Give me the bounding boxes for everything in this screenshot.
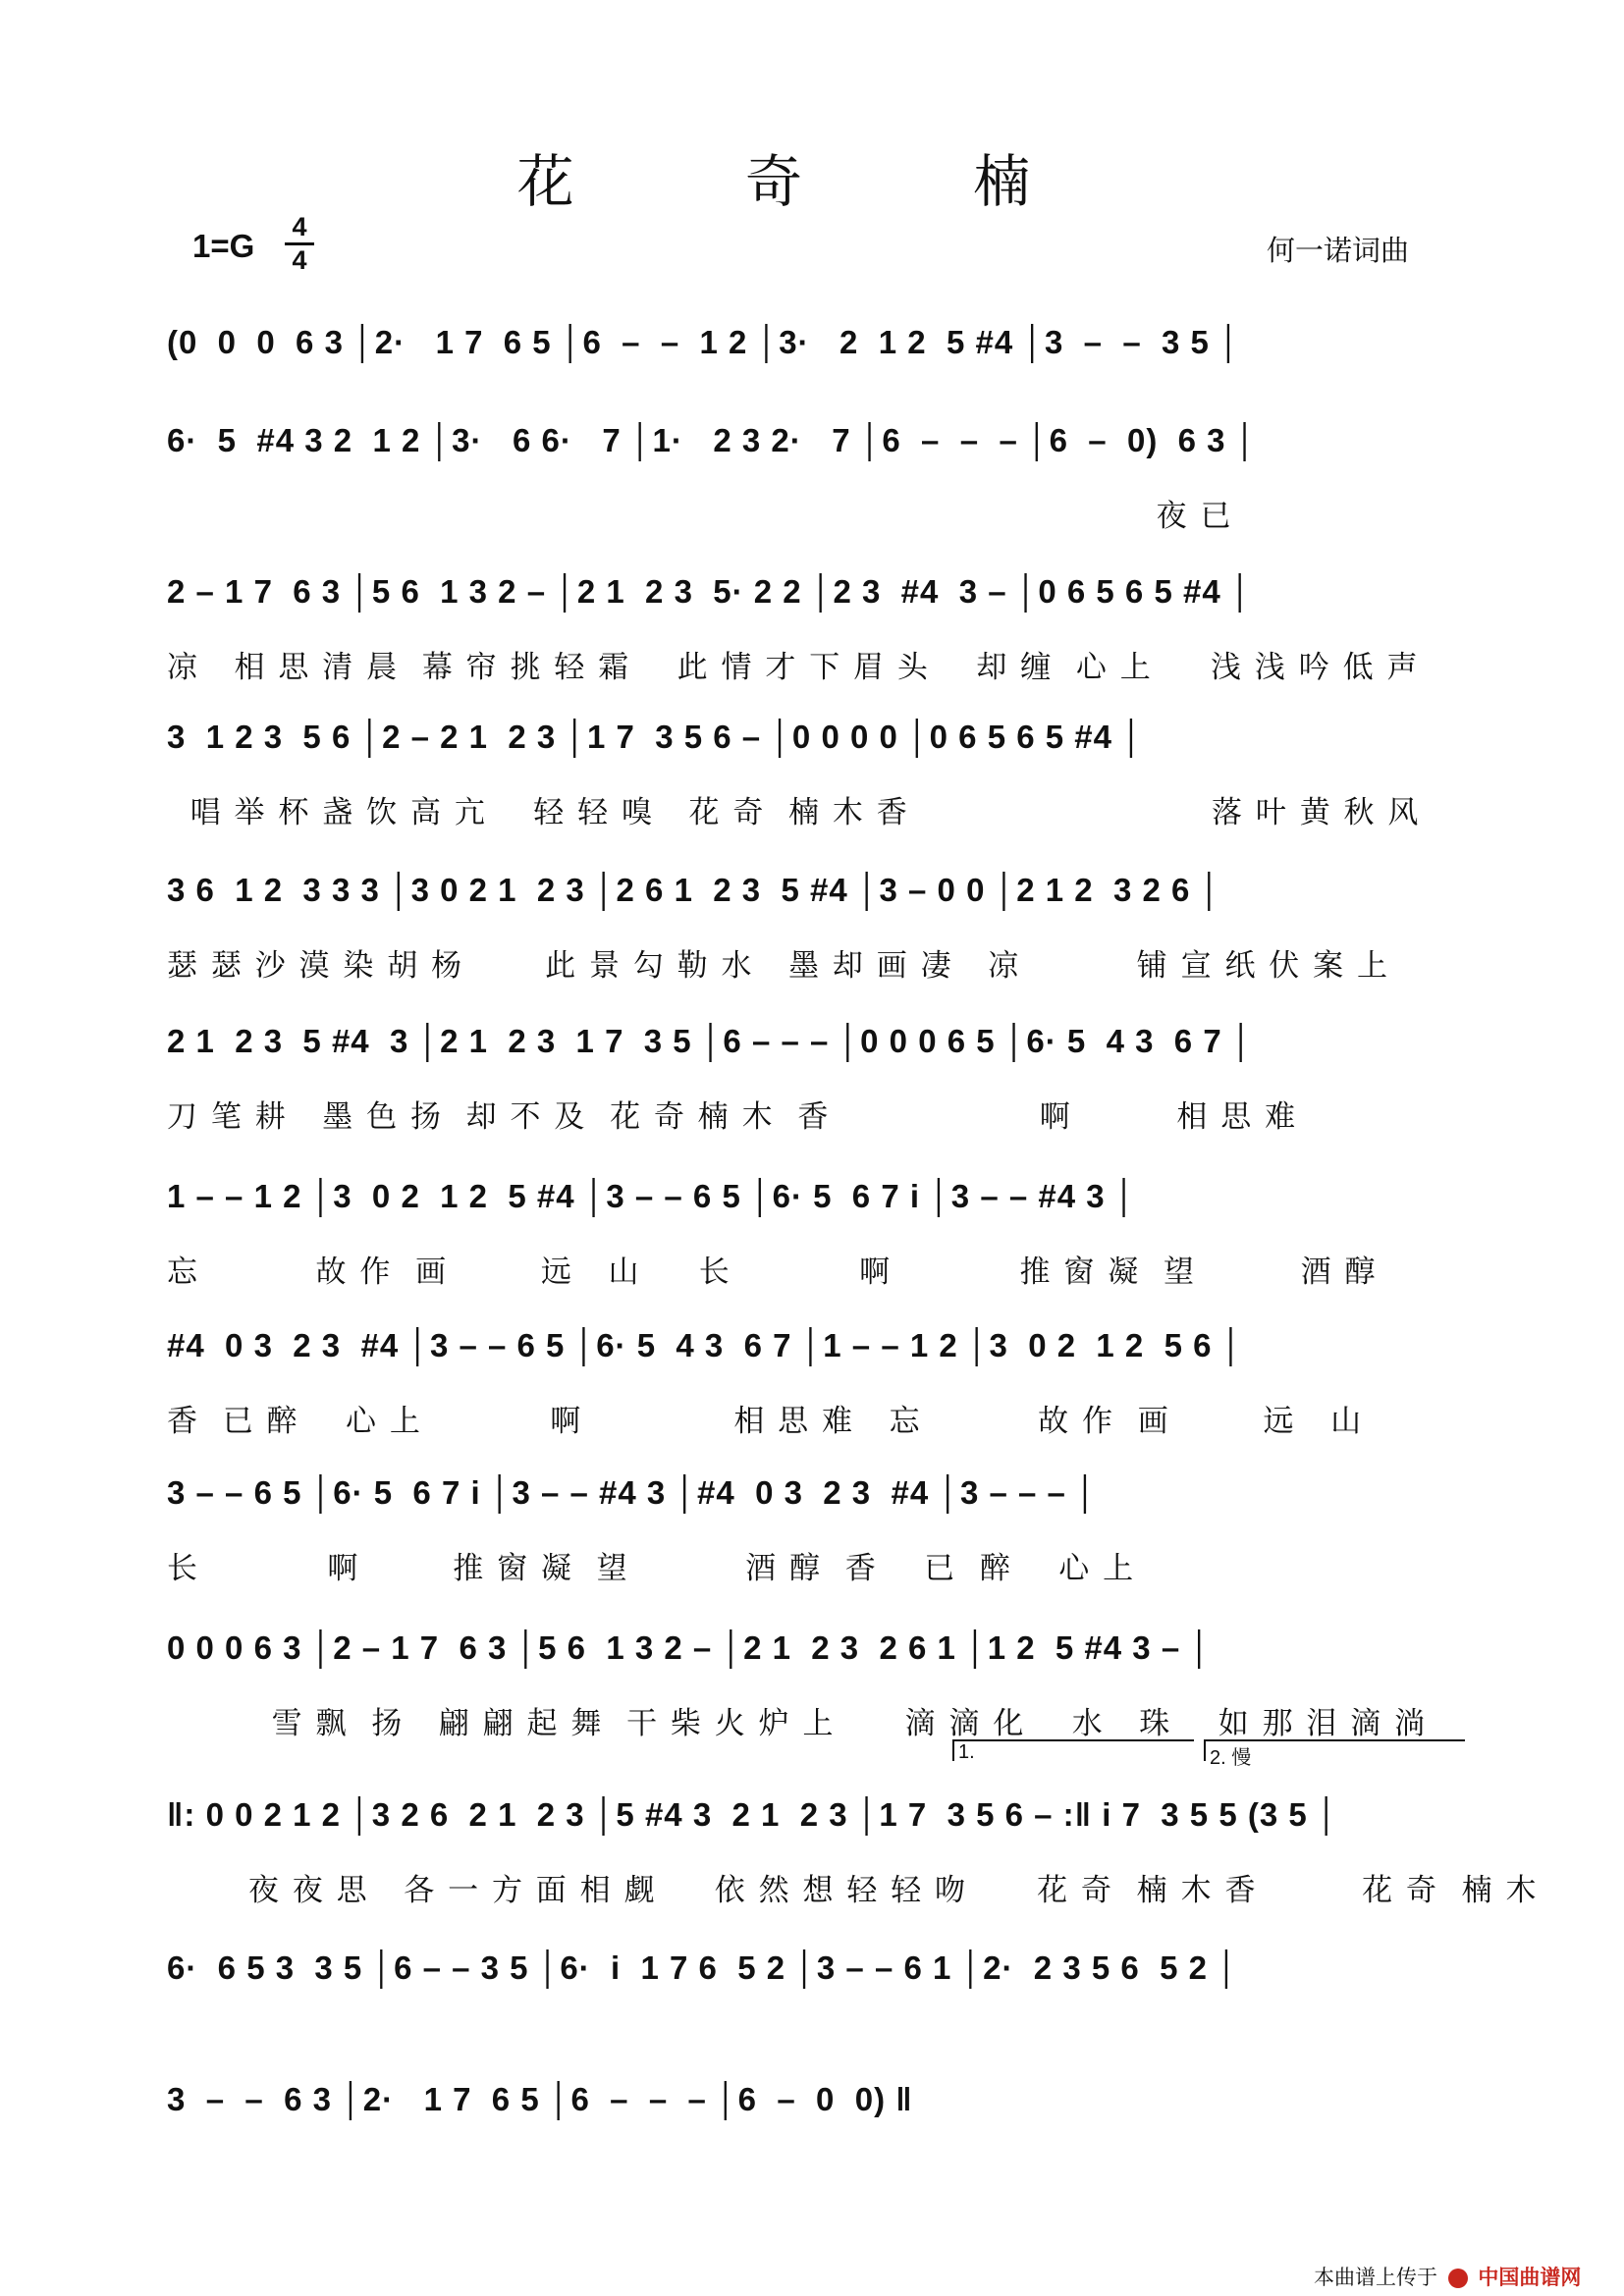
- score-line-5: [167, 872, 1477, 1009]
- notes-line: 3 – – 6 3 │2· 1 7 6 5 │6 – – – │6 – 0 0) ‖: [167, 2081, 913, 2117]
- notes-line: (0 0 0 6 3 │2· 1 7 6 5 │6 – – 1 2 │3· 2 1 2 5 #4 │3 – – 3 5 │: [167, 324, 1241, 360]
- volta-first-ending: 1.: [952, 1739, 1194, 1761]
- time-signature-top: 4: [292, 212, 307, 241]
- time-signature: [285, 214, 314, 274]
- score-line-4: [167, 719, 1477, 856]
- lyrics-line: 忘 故 作 画 远 山 长 啊 推 窗 凝 望 酒 醇: [167, 1255, 1378, 1290]
- time-signature-bottom: 4: [292, 245, 307, 275]
- lyrics-line: 长 啊 推 窗 凝 望 酒 醇 香 已 醉 心 上: [167, 1551, 1136, 1586]
- notes-line: 3 1 2 3 5 6 │2 – 2 1 2 3 │1 7 3 5 6 – │0 0 0 0 │0 6 5 6 5 #4 │: [167, 719, 1144, 755]
- lyrics-line: 雪 飘 扬 翩 翩 起 舞 干 柴 火 炉 上 滴 滴 化 水 珠 如 那 泪 滴 淌: [167, 1706, 1428, 1741]
- lyrics-line: 夜 夜 思 各 一 方 面 相 觑 依 然 想 轻 轻 吻 花 奇 楠 木 香 花 奇 楠 木: [167, 1873, 1539, 1908]
- lyrics-line: 唱 举 杯 盏 饮 高 亢 轻 轻 嗅 花 奇 楠 木 香 落 叶 黄 秋 风: [167, 795, 1421, 830]
- source-footer: [1314, 2262, 1581, 2291]
- notes-line: 2 1 2 3 5 #4 3 │2 1 2 3 1 7 3 5 │6 – – – │0 0 0 6 5 │6· 5 4 3 6 7 │: [167, 1023, 1254, 1059]
- score-line-12: [167, 1949, 1477, 2087]
- score-line-9: [167, 1474, 1477, 1612]
- footer-brand: 中国曲谱网: [1478, 2266, 1582, 2289]
- score-line-11: [167, 1741, 1539, 1934]
- score-line-3: [167, 573, 1477, 711]
- notes-line: 6· 6 5 3 3 5 │6 – – 3 5 │6· i 1 7 6 5 2 │3 – – 6 1 │2· 2 3 5 6 5 2 │: [167, 1949, 1239, 1986]
- composer-credit: 何一诺词曲: [1267, 234, 1410, 267]
- lyrics-line: 刀 笔 耕 墨 色 扬 却 不 及 花 奇 楠 木 香 啊 相 思 难: [167, 1099, 1298, 1135]
- notes-line: 6· 5 #4 3 2 1 2 │3· 6 6· 7 │1· 2 3 2· 7 │6 – – – │6 – 0) 6 3 │: [167, 422, 1258, 458]
- volta-second-ending: 2. 慢: [1204, 1739, 1465, 1761]
- lyrics-line: 夜 已: [167, 499, 1233, 534]
- lyrics-line: [167, 2018, 1477, 2067]
- notes-line: 3 6 1 2 3 3 3 │3 0 2 1 2 3 │2 6 1 2 3 5 #4 │3 – 0 0 │2 1 2 3 2 6 │: [167, 872, 1222, 908]
- score-line-6: [167, 1023, 1477, 1160]
- score-title: 花 奇 楠: [516, 148, 1108, 215]
- score-line-8: [167, 1327, 1477, 1465]
- key-signature: 1=G: [192, 228, 255, 264]
- site-logo-icon: [1448, 2269, 1468, 2288]
- notes-line: 3 – – 6 5 │6· 5 6 7 i │3 – – #4 3 │#4 0 3 2 3 #4 │3 – – – │: [167, 1474, 1098, 1511]
- score-line-13: [167, 2081, 1477, 2218]
- score-line-2: [167, 422, 1477, 560]
- notes-line: 0 0 0 6 3 │2 – 1 7 6 3 │5 6 1 3 2 – │2 1 2 3 2 6 1 │1 2 5 #4 3 – │: [167, 1629, 1212, 1666]
- lyrics-line: 瑟 瑟 沙 漠 染 胡 杨 此 景 勾 勒 水 墨 却 画 凄 凉 铺 宣 纸 伏 案 上: [167, 948, 1390, 984]
- footer-text: 本曲谱上传于: [1314, 2266, 1437, 2289]
- lyrics-line: 香 已 醉 心 上 啊 相 思 难 忘 故 作 画 远 山: [167, 1404, 1364, 1439]
- lyrics-line: [167, 2150, 1477, 2199]
- notes-line: ‖: 0 0 2 1 2 │3 2 6 2 1 2 3 │5 #4 3 2 1 2 3 │1 7 3 5 6 – :‖ i 7 3 5 5 (3 5 │: [167, 1796, 1339, 1833]
- notes-line: 2 – 1 7 6 3 │5 6 1 3 2 – │2 1 2 3 5· 2 2 │2 3 #4 3 – │0 6 5 6 5 #4 │: [167, 573, 1253, 610]
- notes-line: #4 0 3 2 3 #4 │3 – – 6 5 │6· 5 4 3 6 7 │1 – – 1 2 │3 0 2 1 2 5 6 │: [167, 1327, 1244, 1363]
- notes-line: 1 – – 1 2 │3 0 2 1 2 5 #4 │3 – – 6 5 │6· 5 6 7 i │3 – – #4 3 │: [167, 1178, 1137, 1214]
- lyrics-line: 凉 相 思 清 晨 幕 帘 挑 轻 霜 此 情 才 下 眉 头 却 缠 心 上 浅 浅 吟 低 声: [167, 650, 1420, 685]
- score-line-7: [167, 1178, 1477, 1315]
